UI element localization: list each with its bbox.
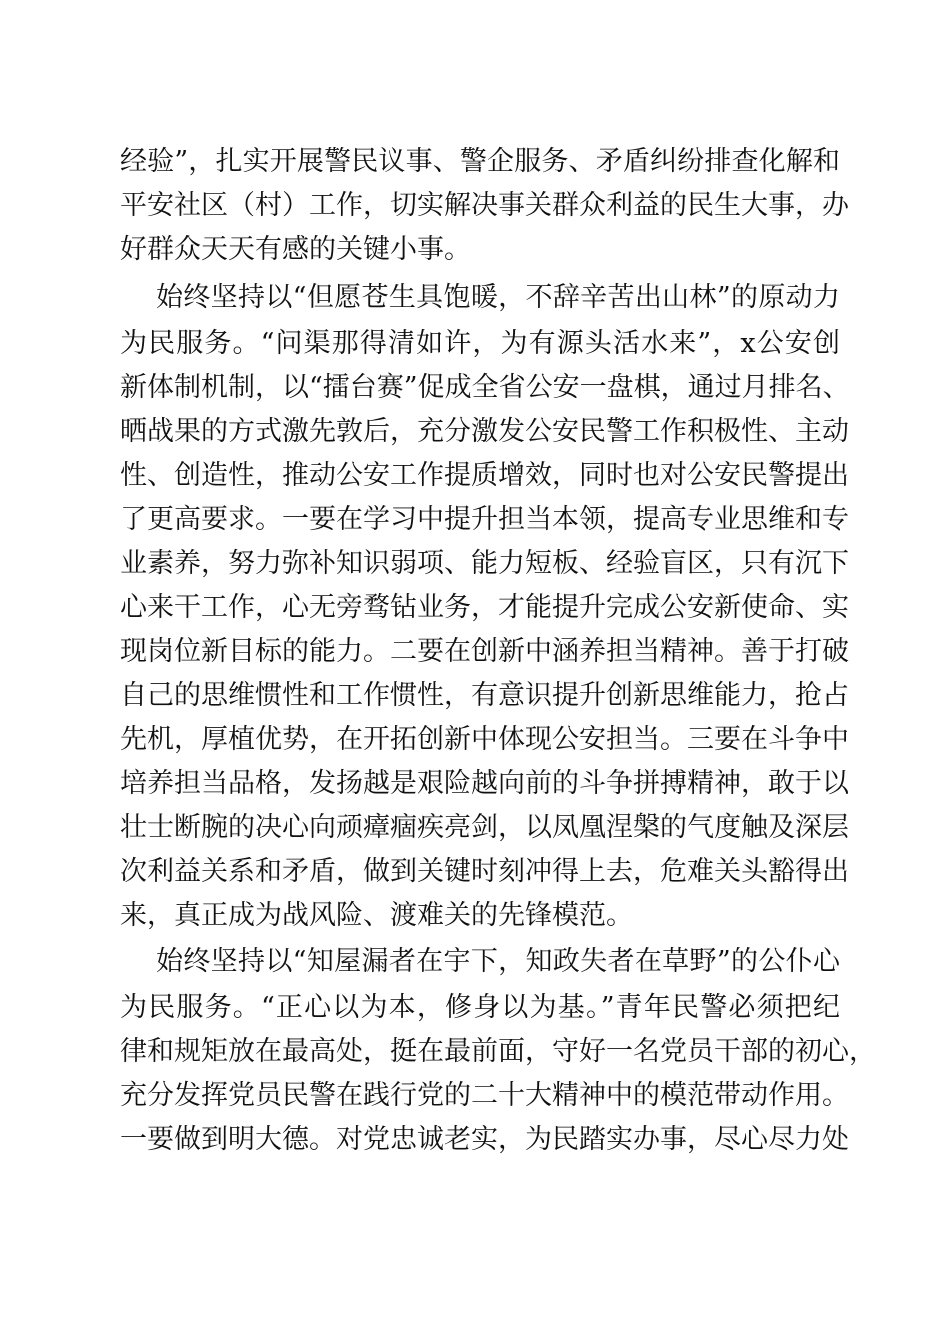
text-line: 次利益关系和矛盾，做到关键时刻冲得上去，危难关头豁得出 [120,856,849,887]
text-line: 充分发挥党员民警在践行党的二十大精神中的模范带动作用。 [120,1080,849,1111]
text-line: 自己的思维惯性和工作惯性，有意识提升创新思维能力，抢占 [120,680,849,711]
text-line: 新体制机制，以“擂台赛”促成全省公安一盘棋，通过月排名、 [120,372,850,403]
text-line: 先机，厚植优势，在开拓创新中体现公安担当。三要在斗争中 [120,724,849,755]
text-line: 现岗位新目标的能力。二要在创新中涵养担当精神。善于打破 [120,636,849,667]
text-line: 好群众天天有感的关键小事。 [120,234,471,265]
text-line: 为民服务。“正心以为本，修身以为基。”青年民警必须把纪 [120,992,840,1023]
paragraph-first-line: 始终坚持以“但愿苍生具饱暖，不辞辛苦出山林”的原动力 [156,282,840,313]
paragraph-first-line: 始终坚持以“知屋漏者在宇下，知政失者在草野”的公仆心 [156,946,840,977]
text-line: 平安社区（村）工作，切实解决事关群众利益的民生大事，办 [120,190,849,221]
text-line: 晒战果的方式激先敦后，充分激发公安民警工作积极性、主动 [120,416,849,447]
text-line: 性、创造性，推动公安工作提质增效，同时也对公安民警提出 [120,460,849,491]
text-line: 了更高要求。一要在学习中提升担当本领，提高专业思维和专 [120,504,849,535]
text-line: 律和规矩放在最高处，挺在最前面，守好一名党员干部的初心， [120,1036,876,1067]
text-line: 业素养，努力弥补知识弱项、能力短板、经验盲区，只有沉下 [120,548,849,579]
text-line: 培养担当品格，发扬越是艰险越向前的斗争拼搏精神，敢于以 [120,768,849,799]
text-line: 来，真正成为战风险、渡难关的先锋模范。 [120,900,633,931]
text-line: 经验”，扎实开展警民议事、警企服务、矛盾纠纷排查化解和 [120,146,840,177]
text-line: 心来干工作，心无旁骛钻业务，才能提升完成公安新使命、实 [120,592,849,623]
text-line: 为民服务。“问渠那得清如许，为有源头活水来”，x公安创 [120,328,840,359]
text-line: 壮士断腕的决心向顽瘴痼疾亮剑，以凤凰涅槃的气度触及深层 [120,812,849,843]
text-line: 一要做到明大德。对党忠诚老实，为民踏实办事，尽心尽力处 [120,1124,849,1155]
